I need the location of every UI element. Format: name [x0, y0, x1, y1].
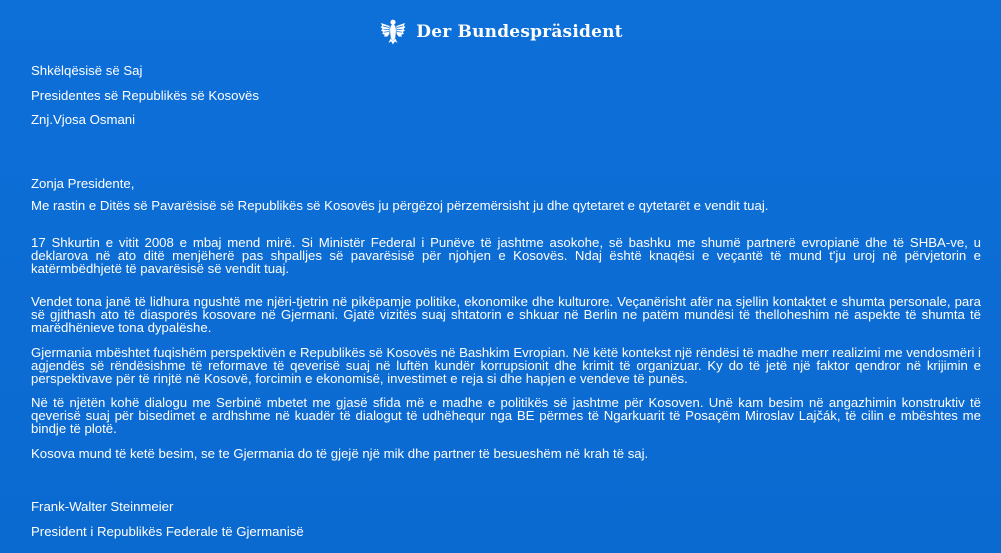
paragraph-relations: Vendet tona janë të lidhura ngushtë me njëri-tjetrin në pikëpamje politike, ekonomike dhe kulturore. Veçanërisht afër na sjellin kontaktet e shumta personale, para së gjithash ato të diasporës kosovare në Gjermani. Gjatë vizitës suaj shtatorin e shkuar në Berlin ne patëm mundësi të thelloheshim në aspekte të shumta të marëdhënieve tona dypalëshe.	[31, 294, 981, 336]
signatory-name: Frank-Walter Steinmeier	[31, 499, 174, 514]
recipient-name: Znj.Vjosa Osmani	[31, 112, 136, 127]
paragraph-congratulations: Me rastin e Ditës së Pavarësisë së Republikës së Kosovës ju përgëzoj përzemërsisht ju dhe qytetaret e qytetarët e vendit tuaj.	[31, 198, 769, 213]
recipient-title: Presidentes së Republikës së Kosovës	[31, 88, 259, 103]
paragraph-eu-perspective: Gjermania mbështet fuqishëm perspektivën e Republikës së Kosovës në Bashkim Evropian. Në këtë kontekst një rëndësi të madhe merr realizimi me vendosmëri i agjendës së rëndësishme të reformave të qeverisë suaj në luftën kundër korrupsionit dhe krimit të organizuar. Ky do të jetë një faktor qendror në krijimin e perspektivave për të rinjtë në Kosovë, forcimin e ekonomisë, investimet e reja si dhe hapjen e vendeve të punës.	[31, 345, 981, 387]
signatory-title: President i Republikës Federale të Gjermanisë	[31, 524, 304, 539]
salutation: Zonja Presidente,	[31, 176, 135, 191]
eagle-icon	[378, 17, 408, 47]
paragraph-recognition: 17 Shkurtin e vitit 2008 e mbaj mend mirë. Si Ministër Federal i Punëve të jashtme asokohe, së bashku me shumë partnerë evropianë dhe të SHBA-ve, u deklarova në ato ditë menjëherë pas shpalljes së pavarësisë për njohjen e Kosovës. Ndaj është knaqësi e veçantë të mund t'ju uroj në përvjetorin e katërmbëdhjetë të pavarësisë së vendit tuaj.	[31, 235, 981, 277]
paragraph-closing: Kosova mund të ketë besim, se te Gjermania do të gjejë një mik dhe partner të besueshëm në krah të saj.	[31, 446, 649, 461]
brand-name: Der Bundespräsident	[416, 22, 623, 42]
paragraph-dialogue: Në të njëtën kohë dialogu me Serbinë mbetet me gjasë sfida më e madhe e politikës së jashtme për Kosoven. Unë kam besim në angazhimin konstruktiv të qeverisë suaj për bisedimet e ardhshme në kuadër të dialogut të udhëhequr nga BE përmes të Ngarkuarit të Posaçëm Miroslav Lajčák, të cilin e mbështes me bindje të plotë.	[31, 395, 981, 437]
recipient-honorific: Shkëlqësisë së Saj	[31, 63, 143, 78]
letterhead	[0, 16, 1001, 48]
